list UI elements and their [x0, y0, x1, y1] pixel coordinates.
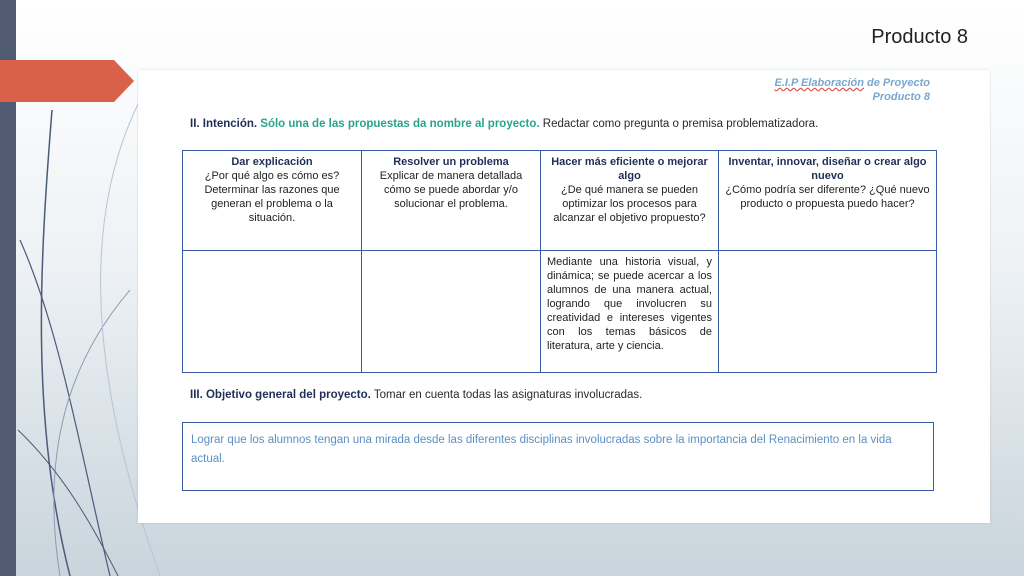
column-description: ¿De qué manera se pueden optimizar los procesos para alcanzar el objetivo propuesto? — [553, 184, 706, 224]
document-page — [138, 70, 990, 523]
table-cell — [719, 251, 937, 373]
slide-title: Producto 8 — [871, 26, 968, 48]
column-description: Explicar de manera detallada cómo se puede abordar y/o solucionar el problema. — [379, 170, 523, 210]
column-title: Resolver un problema — [393, 156, 509, 168]
column-title: Dar explicación — [231, 156, 313, 168]
section-intention-highlight: Sólo una de las propuestas da nombre al proyecto. — [260, 118, 540, 130]
section-objective-rest: Tomar en cuenta todas las asignaturas involucradas. — [370, 389, 643, 401]
header-rest: de Proyecto — [863, 77, 930, 89]
column-description: ¿Por qué algo es cómo es? Determinar las razones que generan el problema o la situación. — [204, 170, 340, 224]
header-underlined: E.I.P Elaboración — [774, 77, 864, 89]
table-cell — [362, 251, 541, 373]
table-row — [183, 251, 937, 373]
accent-arrow-tab — [0, 60, 134, 102]
table-header-row — [183, 151, 937, 251]
column-description: ¿Cómo podría ser diferente? ¿Qué nuevo producto o propuesta puedo hacer? — [725, 184, 930, 210]
table-cell — [183, 251, 362, 373]
section-objective-label: III. Objetivo general del proyecto. — [190, 389, 371, 401]
intention-table — [182, 150, 937, 373]
column-title: Hacer más eficiente o mejorar algo — [551, 156, 708, 182]
section-intention-label: II. Intención. — [190, 118, 258, 130]
table-header-cell — [183, 151, 362, 251]
objective-text-box: Lograr que los alumnos tengan una mirada desde las diferentes disciplinas involucradas sobre la importancia del Renacimiento en la vida actual. — [182, 422, 934, 491]
table-cell-proposal: Mediante una historia visual, y dinámica; se puede acercar a los alumnos de una manera actual, logrando que involucren su creatividad e intereses vigentes con los temas básicos de literatura, arte y ciencia. — [541, 251, 719, 373]
header-product: Producto 8 — [872, 91, 930, 103]
table-header-cell — [541, 151, 719, 251]
section-objective — [190, 389, 642, 401]
section-intention — [190, 118, 818, 130]
section-intention-rest: Redactar como pregunta o premisa problematizadora. — [539, 118, 819, 130]
table-header-cell — [719, 151, 937, 251]
table-header-cell — [362, 151, 541, 251]
document-header — [775, 76, 930, 104]
column-title: Inventar, innovar, diseñar o crear algo nuevo — [728, 156, 927, 182]
